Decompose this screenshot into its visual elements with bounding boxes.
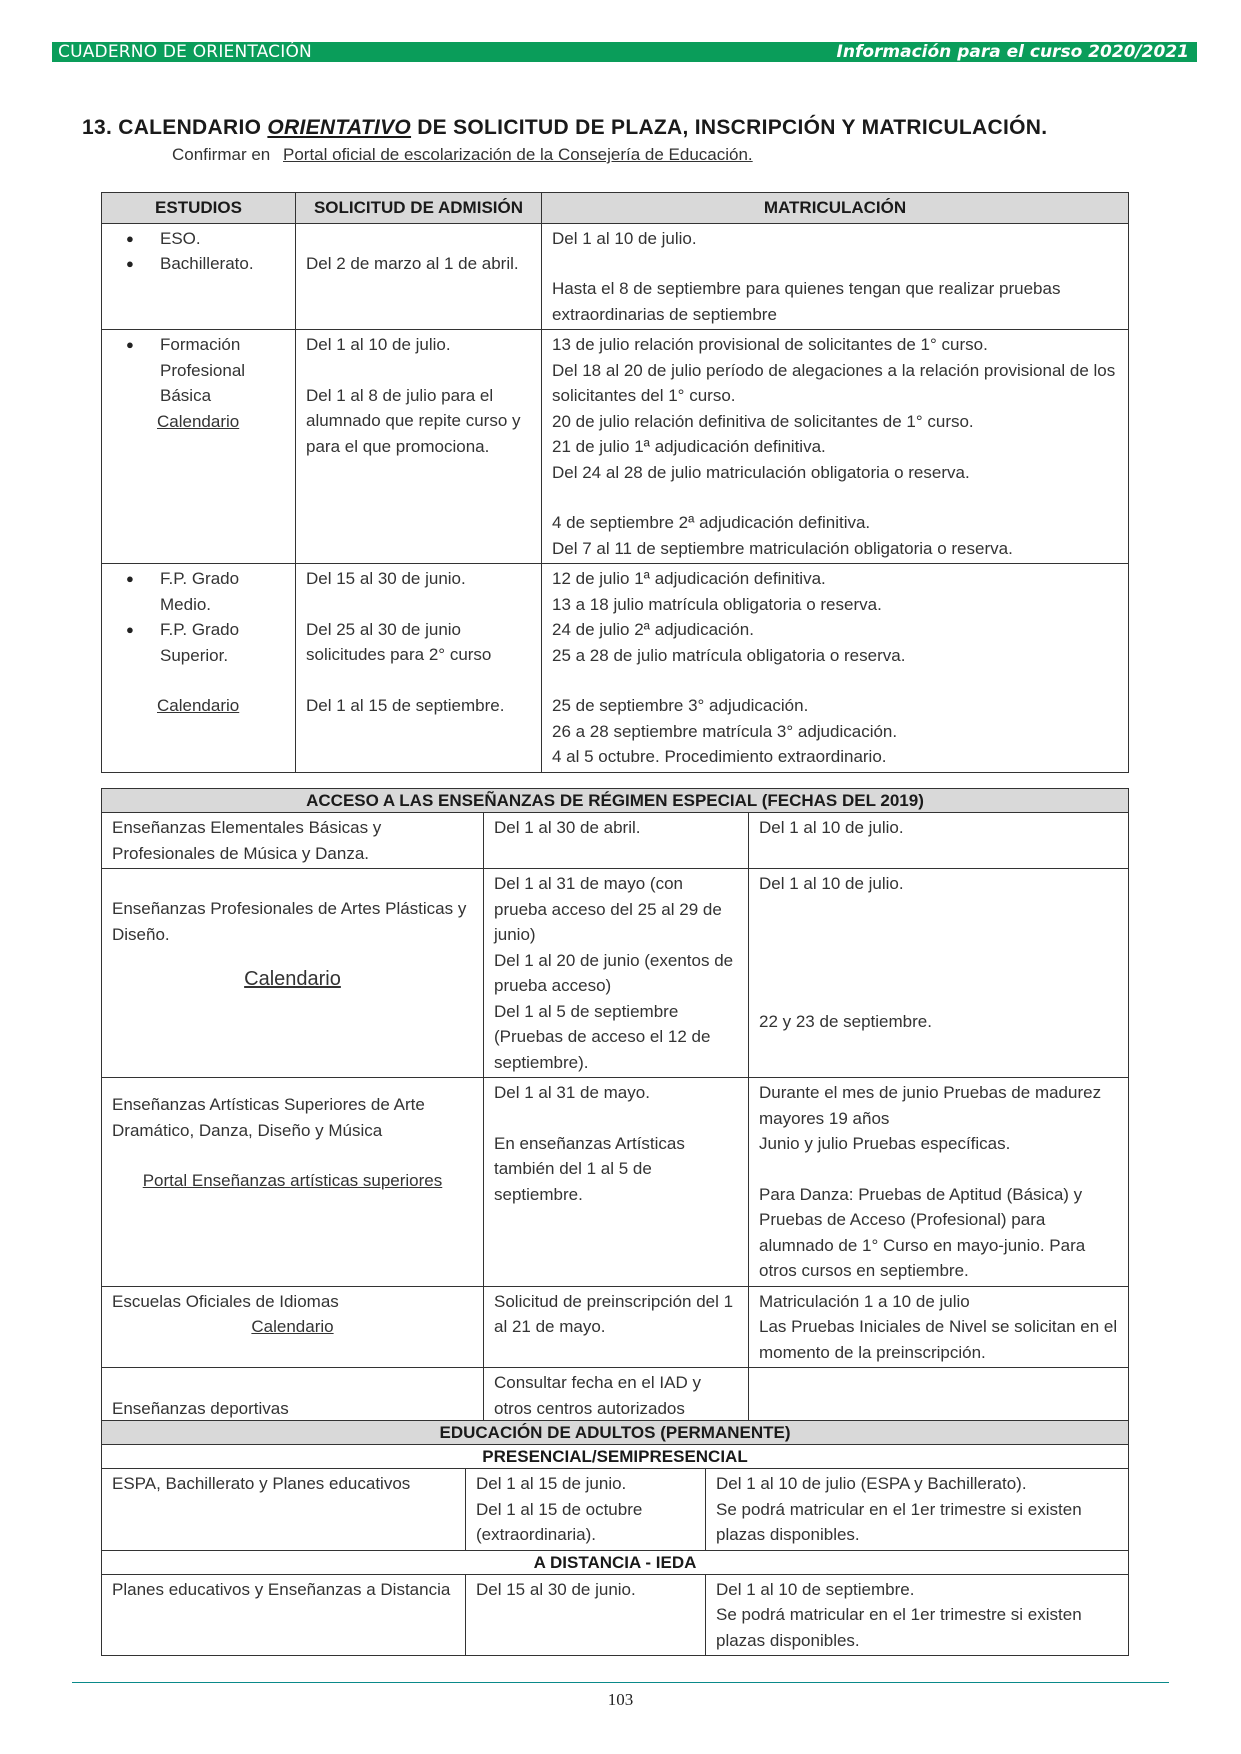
table-header-row	[102, 193, 1129, 224]
table-row-fpb	[102, 330, 1129, 564]
cell-text: Escuelas Oficiales de Idiomas	[112, 1291, 339, 1311]
list-item: ● Bachillerato.	[112, 251, 285, 277]
cell-text: Matriculación 1 a 10 de julio	[759, 1291, 970, 1311]
matricula-cell	[542, 223, 1129, 330]
table-row-fpgm	[102, 564, 1129, 773]
solicitud-cell	[466, 1469, 706, 1551]
cell-text: 21 de julio 1ª adjudicación definitiva.	[552, 437, 826, 456]
list-item: ● ESO.	[112, 226, 285, 252]
estudios-cell: Enseñanzas Elementales Básicas y Profesionales de Música y Danza.	[102, 813, 484, 869]
section-row	[102, 789, 1129, 813]
cell-text: Se podrá matricular en el 1er trimestre si existen plazas disponibles.	[716, 1605, 1082, 1650]
footer-divider	[72, 1682, 1169, 1683]
booklet-title: CUADERNO DE ORIENTACIÓN	[58, 42, 312, 62]
cell-text: 25 de septiembre 3° adjudicación.	[552, 696, 809, 715]
subsection-row	[102, 1445, 1129, 1469]
estudios-cell	[102, 564, 296, 773]
estudios-cell: Enseñanzas deportivas	[102, 1368, 484, 1424]
subsection-title: A DISTANCIA - IEDA	[102, 1550, 1129, 1574]
heading-prefix: 13. CALENDARIO	[82, 116, 262, 139]
matricula-cell	[542, 330, 1129, 564]
list-item: ● F.P. Grado Superior.	[112, 617, 285, 668]
cell-text: 25 a 28 de julio matrícula obligatoria o reserva.	[552, 645, 906, 665]
cell-text: Del 1 al 5 de septiembre (Pruebas de acceso el 12 de septiembre).	[494, 1001, 711, 1072]
matricula-cell	[706, 1469, 1129, 1551]
cell-text: 22 y 23 de septiembre.	[759, 1011, 932, 1031]
cell-text: Enseñanzas Artísticas Superiores de Arte Dramático, Danza, Diseño y Música	[112, 1095, 425, 1140]
cell-text: 13 de julio relación provisional de solicitantes de 1° curso.	[552, 335, 988, 354]
estudios-cell	[102, 1078, 484, 1287]
table-row	[102, 869, 1129, 1078]
cell-text: Se podrá matricular en el 1er trimestre si existen plazas disponibles.	[716, 1499, 1082, 1544]
section-row	[102, 1421, 1129, 1445]
cell-text: 20 de julio relación definitiva de solicitantes de 1° curso.	[552, 411, 974, 431]
cell-text: Del 1 al 10 de septiembre.	[716, 1579, 915, 1599]
heading-suffix: DE SOLICITUD DE PLAZA, INSCRIPCIÓN Y MATRICULACIÓN.	[417, 116, 1048, 139]
estudios-cell	[102, 1286, 484, 1368]
cell-text: Del 1 al 15 de junio.	[476, 1474, 627, 1493]
table-row	[102, 1574, 1129, 1656]
solicitud-cell	[484, 1078, 749, 1287]
portal-link[interactable]: Portal Enseñanzas artísticas superiores	[142, 1171, 443, 1190]
adult-education-table	[101, 1420, 1129, 1656]
table-row	[102, 813, 1129, 869]
cell-text: Del 7 al 11 de septiembre matriculación obligatoria o reserva.	[552, 538, 1013, 558]
course-info: Información para el curso 2020/2021	[836, 42, 1189, 62]
solicitud-cell	[296, 330, 542, 564]
header-banner	[52, 42, 1197, 62]
matricula-cell	[749, 1286, 1129, 1368]
table-row-eso	[102, 223, 1129, 330]
cell-text: En enseñanzas Artísticas también del 1 al 5 de septiembre.	[494, 1133, 685, 1204]
cell-text: Junio y julio Pruebas específicas.	[759, 1134, 1011, 1153]
cell-text: Del 1 al 10 de julio.	[759, 874, 904, 893]
cell-text: Del 1 al 20 de junio (exentos de prueba acceso)	[494, 950, 734, 995]
calendar-link[interactable]: Calendario	[251, 1317, 334, 1336]
matricula-cell	[749, 1368, 1129, 1424]
cell-text: Durante el mes de junio Pruebas de madurez mayores 19 años	[759, 1083, 1102, 1128]
estudios-cell	[102, 869, 484, 1078]
cell-text: Del 1 al 31 de mayo.	[494, 1083, 650, 1102]
table-row	[102, 1469, 1129, 1551]
matricula-cell	[749, 1078, 1129, 1287]
table-row	[102, 1368, 1129, 1424]
section-title: EDUCACIÓN DE ADULTOS (PERMANENTE)	[102, 1421, 1129, 1445]
confirm-line	[172, 145, 753, 165]
estudios-cell: ESPA, Bachillerato y Planes educativos	[102, 1469, 466, 1551]
list-item: ● F.P. Grado Medio.	[112, 566, 285, 617]
solicitud-cell: Consultar fecha en el IAD y otros centros autorizados	[484, 1368, 749, 1424]
cell-text: Las Pruebas Iniciales de Nivel se solicitan en el momento de la preinscripción.	[759, 1317, 1118, 1362]
cell-text: Hasta el 8 de septiembre para quienes tengan que realizar pruebas extraordinarias de septiembre	[552, 279, 1061, 324]
cell-text: Del 24 al 28 de julio matriculación obligatoria o reserva.	[552, 462, 970, 482]
cell-text: Del 25 al 30 de junio solicitudes para 2° curso	[306, 619, 492, 664]
page-number: 103	[607, 1690, 634, 1709]
estudios-cell	[102, 330, 296, 564]
cell-text: Del 1 al 10 de julio.	[552, 228, 697, 248]
cell-text: Del 2 de marzo al 1 de abril.	[306, 253, 519, 273]
calendar-link[interactable]: Calendario	[157, 411, 240, 431]
cell-text: Del 15 al 30 de junio.	[306, 569, 466, 588]
matricula-cell	[749, 869, 1129, 1078]
cell-text: 4 de septiembre 2ª adjudicación definitiva.	[552, 513, 871, 532]
estudios-cell	[102, 223, 296, 330]
cell-text: Del 1 al 8 de julio para el alumnado que repite curso y para el que promociona.	[306, 385, 521, 456]
cell-text: 13 a 18 julio matrícula obligatoria o reserva.	[552, 594, 882, 614]
cell-text: Del 18 al 20 de julio período de alegaciones a la relación provisional de los solicitantes del 1° curso.	[552, 360, 1116, 405]
cell-text: Del 1 al 15 de octubre (extraordinaria).	[476, 1499, 643, 1544]
matricula-cell	[542, 564, 1129, 773]
solicitud-cell: Del 15 al 30 de junio.	[466, 1574, 706, 1656]
solicitud-cell	[296, 223, 542, 330]
cell-text: Del 1 al 10 de julio (ESPA y Bachillerato).	[716, 1474, 1027, 1493]
cell-text: 12 de julio 1ª adjudicación definitiva.	[552, 569, 826, 588]
cell-text: Del 1 al 31 de mayo (con prueba acceso del 25 al 29 de junio)	[494, 874, 722, 944]
cell-text: 26 a 28 septiembre matrícula 3° adjudicación.	[552, 721, 898, 741]
admission-table	[101, 192, 1129, 773]
cell-text: 24 de julio 2ª adjudicación.	[552, 620, 754, 639]
table-row	[102, 1078, 1129, 1287]
section-heading	[82, 116, 1047, 140]
cell-text: Del 1 al 15 de septiembre.	[306, 695, 505, 715]
header-solicitud: SOLICITUD DE ADMISIÓN	[296, 193, 542, 224]
solicitud-cell: Del 1 al 30 de abril.	[484, 813, 749, 869]
solicitud-cell	[296, 564, 542, 773]
matricula-cell	[706, 1574, 1129, 1656]
calendar-link[interactable]: Calendario	[157, 696, 240, 715]
estudios-cell: Planes educativos y Enseñanzas a Distancia	[102, 1574, 466, 1656]
cell-text: 4 al 5 octubre. Procedimiento extraordinario.	[552, 747, 887, 766]
table-row	[102, 1286, 1129, 1368]
header-estudios: ESTUDIOS	[102, 193, 296, 224]
matricula-cell: Del 1 al 10 de julio.	[749, 813, 1129, 869]
subsection-row	[102, 1550, 1129, 1574]
section-title: ACCESO A LAS ENSEÑANZAS DE RÉGIMEN ESPECIAL (FECHAS DEL 2019)	[102, 789, 1129, 813]
cell-text: Para Danza: Pruebas de Aptitud (Básica) y Pruebas de Acceso (Profesional) para alumnado de 1° Curso en mayo-junio. Para otros cursos en septiembre.	[759, 1184, 1086, 1280]
header-matriculacion: MATRICULACIÓN	[542, 193, 1129, 224]
heading-emphasis: ORIENTATIVO	[267, 116, 412, 139]
solicitud-cell	[484, 869, 749, 1078]
cell-text: Del 1 al 10 de julio.	[306, 335, 451, 354]
special-regime-table	[101, 788, 1129, 1424]
list-item: ● Formación Profesional Básica	[112, 332, 285, 409]
portal-link[interactable]: Portal oficial de escolarización de la Consejería de Educación.	[283, 145, 753, 164]
confirm-label: Confirmar en	[172, 145, 271, 164]
subsection-title: PRESENCIAL/SEMIPRESENCIAL	[102, 1445, 1129, 1469]
calendar-link[interactable]: Calendario	[244, 968, 341, 990]
cell-text: Enseñanzas Profesionales de Artes Plásticas y Diseño.	[112, 899, 467, 944]
solicitud-cell: Solicitud de preinscripción del 1 al 21 de mayo.	[484, 1286, 749, 1368]
